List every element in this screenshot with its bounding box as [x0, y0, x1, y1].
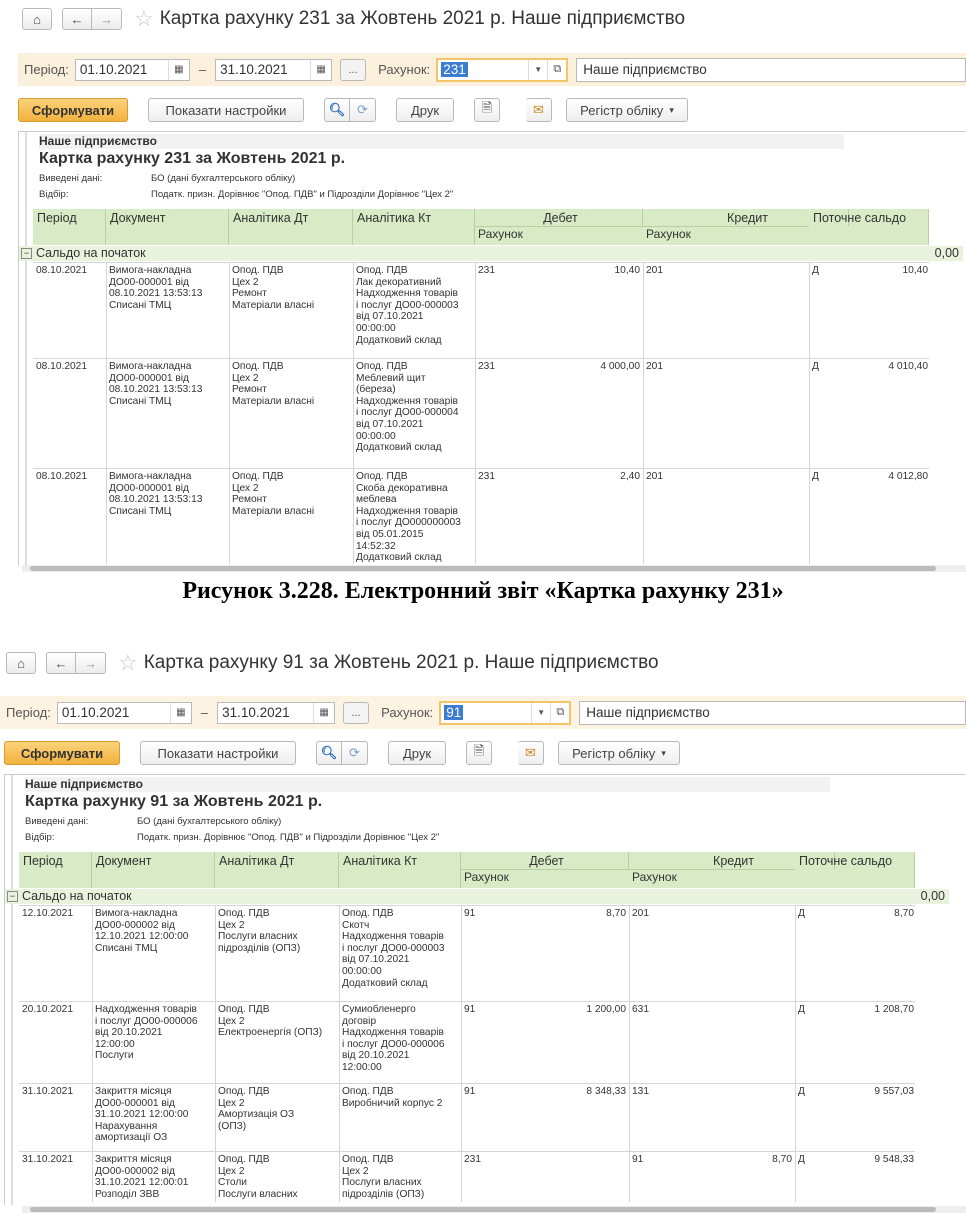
col-header-balance[interactable]: Поточне сальдо: [809, 209, 929, 245]
cell-kt: Опод. ПДВ Виробничий корпус 2: [342, 1086, 443, 1109]
cell-kt: Опод. ПДВ Цех 2 Послуги власних підрозділів (ОПЗ): [342, 1154, 425, 1200]
cell-side: Д: [812, 265, 819, 276]
cell-debit-amount: 10,40: [614, 265, 640, 276]
cell-debit-account: 231: [464, 1154, 481, 1165]
col-header-debit[interactable]: Дебет: [475, 209, 643, 226]
cell-date: 20.10.2021: [22, 1004, 73, 1015]
cell-balance: 8,70: [894, 908, 914, 919]
arrow-right-icon: →: [84, 655, 97, 671]
filter-bar: [18, 53, 966, 86]
preview-button[interactable]: [474, 98, 500, 122]
date-from-field[interactable]: [75, 59, 190, 81]
envelope-icon: ✉: [525, 745, 536, 760]
register-button[interactable]: Регістр обліку ▾: [558, 741, 680, 765]
table-row[interactable]: [33, 468, 929, 564]
date-from-field[interactable]: [57, 702, 192, 724]
register-button[interactable]: Регістр обліку ▾: [566, 98, 688, 122]
cell-credit-account: 91: [632, 1154, 644, 1165]
generate-button[interactable]: Сформувати: [4, 741, 120, 765]
cell-side: Д: [798, 1086, 805, 1097]
arrow-left-icon: ←: [54, 655, 68, 671]
col-header-credit[interactable]: Кредит: [629, 852, 835, 869]
home-button[interactable]: [22, 8, 52, 30]
cell-credit-account: 201: [646, 471, 663, 482]
cell-dt: Опод. ПДВ Цех 2 Столи Послуги власних: [218, 1154, 298, 1200]
generate-button[interactable]: Сформувати: [18, 98, 128, 122]
dropdown-icon[interactable]: ▼: [531, 703, 550, 723]
cell-balance: 4 010,40: [888, 361, 928, 372]
cell-debit-amount: 4 000,00: [600, 361, 640, 372]
arrow-right-icon: →: [100, 11, 113, 27]
col-header-analytics-kt[interactable]: Аналітика Кт: [339, 852, 461, 888]
cell-debit-account: 231: [478, 265, 495, 276]
open-icon[interactable]: ⧉: [550, 703, 569, 723]
account-value: 91: [446, 705, 462, 720]
report-sheet[interactable]: [4, 774, 966, 1205]
favorite-star-icon[interactable]: ☆: [118, 650, 138, 675]
report-sheet[interactable]: [18, 131, 966, 566]
home-icon: ⌂: [33, 11, 41, 27]
window-title: Картка рахунку 231 за Жовтень 2021 р. Наше підприємство: [159, 8, 686, 29]
cell-debit-account: 91: [464, 1004, 476, 1015]
cell-kt: Опод. ПДВ Скотч Надходження товарів і послуг ДО00-000003 від 07.10.2021 00:00:00 Додатковий склад: [342, 908, 445, 989]
cell-credit-amount: [694, 265, 809, 358]
window-header: [6, 648, 659, 678]
organization-field[interactable]: Наше підприємство: [579, 701, 966, 725]
report-title: Картка рахунку 231 за Жовтень 2021 р.: [39, 150, 346, 167]
output-value: БО (дані бухгалтерського обліку): [151, 173, 296, 184]
find-next-button[interactable]: [342, 741, 368, 765]
cell-date: 08.10.2021: [36, 471, 87, 482]
search-next-icon: ⟳: [357, 102, 368, 117]
col-header-balance[interactable]: Поточне сальдо: [795, 852, 915, 888]
forward-button[interactable]: [76, 652, 106, 674]
preview-icon: 🗎: [473, 743, 485, 758]
period-label: Період:: [6, 705, 51, 720]
table-row[interactable]: [33, 358, 929, 469]
show-settings-button[interactable]: Показати настройки: [148, 98, 304, 122]
cell-dt: Опод. ПДВ Цех 2 Послуги власних підрозділів (ОПЗ): [218, 908, 301, 954]
account-field[interactable]: [436, 58, 568, 82]
table-row[interactable]: [19, 1151, 915, 1202]
cell-dt: Опод. ПДВ Цех 2 Амортизація ОЗ (ОПЗ): [218, 1086, 295, 1132]
cell-credit-amount: [694, 361, 809, 468]
nav-group: [62, 8, 122, 30]
col-subheader-debit-account: Рахунок: [475, 226, 643, 245]
cell-date: 08.10.2021: [36, 265, 87, 276]
cell-debit-amount: 2,40: [620, 471, 640, 482]
col-header-document[interactable]: Документ: [106, 209, 229, 245]
cell-doc: Надходження товарів і послуг ДО00-000006 від 20.10.2021 12:00:00 Послуги: [95, 1004, 198, 1062]
filter-label: Відбір:: [39, 189, 69, 200]
find-button[interactable]: [316, 741, 342, 765]
filter-bar: [0, 696, 966, 729]
home-button[interactable]: [6, 652, 36, 674]
report-title: Картка рахунку 91 за Жовтень 2021 р.: [25, 793, 323, 810]
email-button[interactable]: [526, 98, 552, 122]
cell-kt: Опод. ПДВ Скоба декоративна меблева Надходження товарів і послуг ДО000000003 від 05.01.2015 14:52:32 Додатковий склад: [356, 471, 461, 563]
email-button[interactable]: [518, 741, 544, 765]
cell-dt: Опод. ПДВ Цех 2 Ремонт Матеріали власні: [232, 471, 315, 517]
cell-debit-amount: 8,70: [606, 908, 626, 919]
cell-dt: Опод. ПДВ Цех 2 Ремонт Матеріали власні: [232, 361, 315, 407]
opening-balance-row[interactable]: [19, 246, 963, 261]
cell-credit-amount: [680, 1004, 795, 1083]
opening-balance-label: Сальдо на початок: [36, 246, 146, 260]
output-value: БО (дані бухгалтерського обліку): [137, 816, 282, 827]
find-next-button[interactable]: [350, 98, 376, 122]
col-header-period[interactable]: Період: [33, 209, 106, 245]
account-label: Рахунок:: [378, 62, 431, 77]
cell-kt: Опод. ПДВ Лак декоративний Надходження товарів і послуг ДО00-000003 від 07.10.2021 00:00:00 Додатковий склад: [356, 265, 459, 346]
filter-value: Податк. призн. Дорівнює "Опод. ПДВ" и Підрозділи Дорівнює "Цех 2": [151, 189, 454, 200]
filter-info: [7, 830, 966, 846]
col-header-document[interactable]: Документ: [92, 852, 215, 888]
horizontal-scrollbar[interactable]: [22, 565, 966, 572]
opening-balance-label: Сальдо на початок: [22, 889, 132, 903]
cell-credit-account: 131: [632, 1086, 649, 1097]
print-button[interactable]: Друк: [388, 741, 446, 765]
date-from-value: 01.10.2021: [79, 62, 148, 77]
report-header: [5, 777, 966, 846]
collapse-toggle-icon[interactable]: −: [21, 248, 32, 259]
cell-doc: Вимога-накладна ДО00-000001 від 08.10.2021 13:53:13 Списані ТМЦ: [109, 361, 203, 407]
report-window-91: [0, 644, 966, 1213]
find-button[interactable]: [324, 98, 350, 122]
search-next-icon: ⟳: [349, 745, 360, 760]
cell-credit-account: 201: [632, 908, 649, 919]
report-organization: Наше підприємство: [25, 777, 830, 792]
cell-date: 12.10.2021: [22, 908, 73, 919]
cell-kt: Опод. ПДВ Меблевий щит (береза) Надходження товарів і послуг ДО00-000004 від 07.10.2021 00:00:00 Додатковий склад: [356, 361, 459, 454]
cell-doc: Вимога-накладна ДО00-000001 від 08.10.2021 13:53:13 Списані ТМЦ: [109, 471, 203, 517]
cell-date: 08.10.2021: [36, 361, 87, 372]
scrollbar-thumb[interactable]: [30, 566, 936, 571]
col-subheader-debit-account: Рахунок: [461, 869, 629, 888]
col-header-debit[interactable]: Дебет: [461, 852, 629, 869]
search-icon: 🔍︎: [328, 102, 346, 117]
date-to-field[interactable]: [217, 702, 335, 724]
cell-credit-amount: [680, 908, 795, 1001]
date-from-value: 01.10.2021: [61, 705, 130, 720]
table-header: [33, 209, 929, 245]
favorite-star-icon[interactable]: ☆: [134, 6, 154, 31]
back-button[interactable]: [62, 8, 92, 30]
period-label: Період:: [24, 62, 69, 77]
collapse-toggle-icon[interactable]: −: [7, 891, 18, 902]
preview-icon: 🗎: [481, 100, 493, 115]
cell-kt: Сумиобленерго договір Надходження товарів і послуг ДО00-000006 від 20.10.2021 12:00:00: [342, 1004, 445, 1073]
cell-date: 31.10.2021: [22, 1154, 73, 1165]
cell-debit-account: 91: [464, 908, 476, 919]
cell-side: Д: [798, 908, 805, 919]
date-to-value: 31.10.2021: [222, 705, 290, 720]
calendar-icon[interactable]: ▦: [313, 703, 334, 723]
table-row[interactable]: [19, 1001, 915, 1084]
table-row[interactable]: [33, 262, 929, 359]
calendar-icon[interactable]: ▦: [310, 60, 331, 80]
table-row[interactable]: [19, 1083, 915, 1152]
left-gutter: [25, 132, 27, 566]
cell-doc: Вимога-накладна ДО00-000001 від 08.10.2021 13:53:13 Списані ТМЦ: [109, 265, 203, 311]
cell-dt: Опод. ПДВ Цех 2 Ремонт Матеріали власні: [232, 265, 315, 311]
cell-debit-account: 231: [478, 361, 495, 372]
report-organization: Наше підприємство: [39, 134, 844, 149]
date-dash: –: [198, 62, 207, 77]
nav-group: [46, 652, 106, 674]
cell-debit-amount: 8 348,33: [586, 1086, 626, 1097]
col-header-analytics-dt[interactable]: Аналітика Дт: [215, 852, 339, 888]
arrow-left-icon: ←: [70, 11, 84, 27]
search-icon: 🔍︎: [320, 745, 338, 760]
cell-debit-account: 231: [478, 471, 495, 482]
calendar-icon[interactable]: ▦: [170, 703, 191, 723]
cell-credit-account: 631: [632, 1004, 649, 1015]
dropdown-icon[interactable]: ▼: [528, 60, 547, 80]
window-title: Картка рахунку 91 за Жовтень 2021 р. Наше підприємство: [143, 652, 659, 673]
cell-side: Д: [812, 361, 819, 372]
col-subheader-credit-account: Рахунок: [629, 869, 795, 888]
cell-date: 31.10.2021: [22, 1086, 73, 1097]
cell-balance: 4 012,80: [888, 471, 928, 482]
col-header-analytics-dt[interactable]: Аналітика Дт: [229, 209, 353, 245]
account-field[interactable]: [439, 701, 571, 725]
period-select-button[interactable]: ...: [343, 702, 369, 724]
filter-info: [21, 187, 966, 203]
date-dash: –: [200, 705, 209, 720]
cell-side: Д: [798, 1154, 805, 1165]
cell-side: Д: [798, 1004, 805, 1015]
preview-button[interactable]: [466, 741, 492, 765]
output-label: Виведені дані:: [39, 173, 103, 184]
output-label: Виведені дані:: [25, 816, 89, 827]
cell-dt: Опод. ПДВ Цех 2 Електроенергія (ОПЗ): [218, 1004, 323, 1039]
cell-doc: Закриття місяця ДО00-000001 від 31.10.2021 12:00:00 Нарахування амортизації ОЗ: [95, 1086, 189, 1144]
envelope-icon: ✉: [533, 102, 544, 117]
cell-balance: 1 208,70: [874, 1004, 914, 1015]
cell-credit-amount: 8,70: [772, 1154, 792, 1165]
date-to-value: 31.10.2021: [220, 62, 288, 77]
opening-balance-row[interactable]: [5, 889, 949, 904]
window-header: [22, 4, 685, 34]
cell-doc: Вимога-накладна ДО00-000002 від 12.10.2021 12:00:00 Списані ТМЦ: [95, 908, 189, 954]
table-header: [19, 852, 915, 888]
cell-doc: Закриття місяця ДО00-000002 від 31.10.2021 12:00:01 Розподіл ЗВВ: [95, 1154, 189, 1200]
cell-balance: 9 557,03: [874, 1086, 914, 1097]
scrollbar-thumb[interactable]: [30, 1207, 936, 1212]
open-icon[interactable]: ⧉: [547, 60, 566, 80]
output-info: [7, 814, 966, 830]
cell-balance: 10,40: [902, 265, 928, 276]
period-select-button[interactable]: ...: [340, 59, 366, 81]
organization-field[interactable]: Наше підприємство: [576, 58, 966, 82]
show-settings-button[interactable]: Показати настройки: [140, 741, 296, 765]
left-gutter: [11, 775, 13, 1205]
back-button[interactable]: [46, 652, 76, 674]
report-header: [19, 134, 966, 203]
date-to-field[interactable]: [215, 59, 332, 81]
cell-debit-amount: 1 200,00: [586, 1004, 626, 1015]
cell-debit-account: 91: [464, 1086, 476, 1097]
cell-credit-amount: [680, 1086, 795, 1151]
account-value: 231: [443, 62, 466, 77]
forward-button[interactable]: [92, 8, 122, 30]
report-window-231: [0, 0, 966, 572]
col-subheader-credit-account: Рахунок: [643, 226, 809, 245]
filter-value: Податк. призн. Дорівнює "Опод. ПДВ" и Підрозділи Дорівнює "Цех 2": [137, 832, 440, 843]
table-row[interactable]: [19, 905, 915, 1002]
account-label: Рахунок:: [381, 705, 434, 720]
calendar-icon[interactable]: ▦: [168, 60, 189, 80]
figure-caption: Рисунок 3.228. Електронний звіт «Картка рахунку 231»: [182, 578, 784, 604]
col-header-analytics-kt[interactable]: Аналітика Кт: [353, 209, 475, 245]
cell-side: Д: [812, 471, 819, 482]
print-button[interactable]: Друк: [396, 98, 454, 122]
command-bar: [4, 740, 700, 766]
filter-label: Відбір:: [25, 832, 55, 843]
horizontal-scrollbar[interactable]: [22, 1206, 966, 1213]
cell-credit-amount: [694, 471, 809, 563]
col-header-credit[interactable]: Кредит: [643, 209, 849, 226]
opening-balance-value: 0,00: [920, 889, 945, 903]
opening-balance-value: 0,00: [934, 246, 959, 260]
home-icon: ⌂: [17, 655, 25, 671]
cell-credit-account: 201: [646, 361, 663, 372]
cell-credit-account: 201: [646, 265, 663, 276]
col-header-period[interactable]: Період: [19, 852, 92, 888]
cell-debit-amount: [512, 1154, 629, 1201]
command-bar: [18, 97, 708, 123]
output-info: [21, 171, 966, 187]
cell-balance: 9 548,33: [874, 1154, 914, 1165]
